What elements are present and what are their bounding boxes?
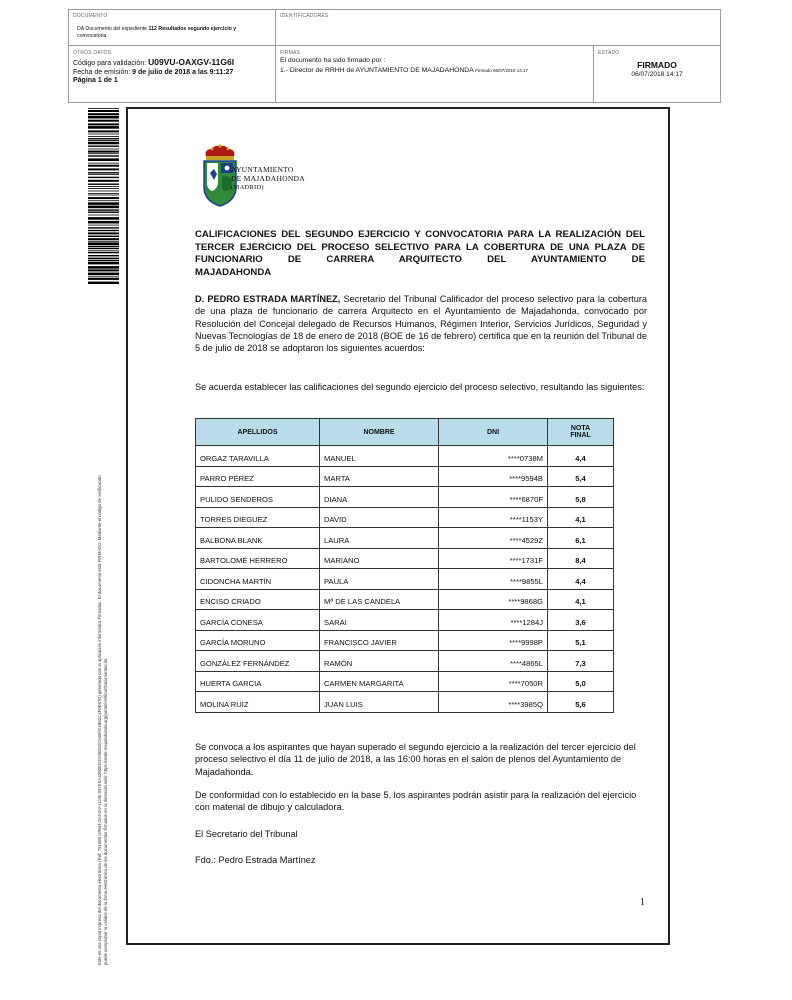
table-row (196, 507, 614, 528)
header-nombre: NOMBRE (320, 419, 439, 446)
cell-apellidos: GONZÁLEZ FERNÁNDEZ (196, 651, 320, 672)
cell-dni: ****9594B (439, 466, 548, 487)
table-row (196, 589, 614, 610)
cell-apellidos: PULIDO SENDEROS (196, 487, 320, 508)
table-row (196, 671, 614, 692)
cell-dni: ****1153Y (439, 507, 548, 528)
cell-apellidos: BALBONA BLANK (196, 528, 320, 549)
ayuntamiento-name (231, 165, 305, 192)
cell-apellidos: CIDONCHA MARTÍN (196, 569, 320, 590)
title-line2: DEL TERCER EJERCICIO DEL PROCESO SELECTIVO PARA LA COBERTURA DE UNA (195, 229, 645, 253)
cell-nota: 6,1 (548, 528, 614, 549)
codigo-value[interactable]: U09VU-OAXGV-11G6I (148, 57, 235, 67)
codigo-prefix: Código para validación: (73, 60, 149, 67)
logo-line3: (MADRID) (231, 184, 264, 191)
fecha-emision (73, 69, 271, 78)
certification-paragraph (195, 293, 647, 354)
cell-nombre: DIANA (320, 487, 439, 508)
table-row (196, 487, 614, 508)
results-table (195, 418, 614, 713)
cell-nombre: DAVID (320, 507, 439, 528)
cell-nombre: SARAI (320, 610, 439, 631)
signature-name: Fdo.: Pedro Estrada Martínez (195, 855, 316, 865)
pagina-indicator: Página 1 de 1 (73, 77, 118, 84)
cell-nota: 7,3 (548, 651, 614, 672)
identificadores-label: IDENTIFICADORES (280, 13, 329, 19)
cell-nombre: MARIANO (320, 548, 439, 569)
cell-nombre: MANUEL (320, 446, 439, 467)
cell-nota: 4,4 (548, 569, 614, 590)
cell-nota: 5,8 (548, 487, 614, 508)
cell-apellidos: TORRES DIEGUEZ (196, 507, 320, 528)
cell-dni: ****9998P (439, 630, 548, 651)
cell-apellidos: ENCISO CRIADO (196, 589, 320, 610)
table-row (196, 651, 614, 672)
cell-apellidos: ORGAZ TARAVILLA (196, 446, 320, 467)
cell-nota: 5,1 (548, 630, 614, 651)
cell-nombre: CARMEN MARGARITA (320, 671, 439, 692)
logo-line2: DE MAJADAHONDA (231, 174, 305, 183)
header-apellidos: APELLIDOS (196, 419, 320, 446)
firmado-fecha: Firmado 06/07/2018 14:17 (475, 67, 529, 73)
cell-nombre: MARTA (320, 466, 439, 487)
cell-nota: 5,0 (548, 671, 614, 692)
cell-nota: 8,4 (548, 548, 614, 569)
table-row (196, 630, 614, 651)
table-row (196, 466, 614, 487)
cell-nombre: PAULA (320, 569, 439, 590)
cell-dni: ****0738M (439, 446, 548, 467)
firmas-line1: El documento ha sido firmado por : (280, 57, 386, 64)
estado-label: ESTADO (598, 50, 620, 56)
fecha-prefix: Fecha de emisión: (73, 68, 133, 76)
secretario-label: El Secretario del Tribunal (195, 829, 298, 839)
logo-line1: AYUNTAMIENTO (231, 165, 294, 174)
side-text-line1: Este es una copia impresa del documento electrónico (Ref: 751586 URMJ-OAXGV-11G6I 037ESA4280ED1D36D52C945FD1B82C4F0E57D) generada con la aplicación informática Firmadoc. El documento está FIRMADO. Mediante el código de verificación (97, 475, 102, 965)
firmante: 1.- Director de RRHH de AYUNTAMIENTO DE MAJADAHONDA (280, 66, 474, 74)
cell-nota: 4,4 (548, 446, 614, 467)
cell-dni: ****1731F (439, 548, 548, 569)
title-line1: CALIFICACIONES DEL SEGUNDO EJERCICIO Y CONVOCATORIA PARA LA REALIZACIÓN (195, 229, 622, 240)
cell-nota: 4,1 (548, 507, 614, 528)
cell-nota: 5,4 (548, 466, 614, 487)
cell-apellidos: PARRO PÉREZ (196, 466, 320, 487)
table-row (196, 548, 614, 569)
secretario-name: D. PEDRO ESTRADA MARTÍNEZ, (195, 294, 341, 304)
firmas-line2 (280, 67, 589, 76)
header-nota: NOTA (570, 425, 591, 432)
header-final: FINAL (570, 432, 591, 439)
barcode-icon (88, 108, 119, 284)
cell-nota: 3,6 (548, 610, 614, 631)
firmas-label: FIRMAS (280, 50, 301, 56)
cell-dni: ****3985Q (439, 692, 548, 713)
documento-description (77, 26, 247, 40)
estado-value: FIRMADO (637, 60, 677, 70)
table-header-row (196, 419, 614, 446)
cell-dni: ****1284J (439, 610, 548, 631)
cell-apellidos: GARCÍA CONESA (196, 610, 320, 631)
table-row (196, 692, 614, 713)
table-row (196, 446, 614, 467)
documento-cont: convocatoria (77, 33, 107, 39)
otros-datos-cell (69, 46, 276, 102)
table-row (196, 610, 614, 631)
cell-nombre: FRANCISCO JAVIER (320, 630, 439, 651)
certification-text: Secretario del Tribunal Calificador del proceso selectivo para la cobertura de una plaza de funcionario de carrera Arquitecto en el Ayuntamiento de Majadahonda, convocado por Resolución del Concejal delegado de Recursos Humanos, Régimen Interior, Servicios Jurídicos, Seguridad y Nuevas Tecnologías de 18 de enero de 2018 (BOE de 16 de febrero) certifica que en la reunión del Tribunal de 5 de julio de 2018 se adoptaron los siguientes acuerdos: (195, 294, 647, 354)
cell-dni: ****7050R (439, 671, 548, 692)
cell-dni: ****9868G (439, 589, 548, 610)
header-dni: DNI (439, 419, 548, 446)
documento-label: DOCUMENTO (73, 13, 108, 19)
material-paragraph: De conformidad con lo establecido en la base 5, los aspirantes podrán asistir para la realización del ejercicio con material de dibujo y calculadora. (195, 790, 637, 813)
identificadores-cell (276, 10, 720, 46)
cell-dni: ****6870F (439, 487, 548, 508)
cell-apellidos: MOLINA RUIZ (196, 692, 320, 713)
cell-nombre: JUAN LUIS (320, 692, 439, 713)
cell-nombre: Mª DE LAS CANDELA (320, 589, 439, 610)
fecha-value: 9 de julio de 2018 a las 9:11:27 (132, 68, 234, 76)
cell-apellidos: HUERTA GARCIA (196, 671, 320, 692)
title-line3: PLAZA DE FUNCIONARIO DE CARRERA ARQUITECTO DEL AYUNTAMIENTO DE (195, 241, 645, 265)
documento-prefix: DA Documento del expediente (77, 26, 149, 32)
document-page (126, 107, 670, 945)
title-line4: MAJADAHONDA (195, 266, 272, 278)
convocation-paragraph: Se convoca a los aspirantes que hayan superado el segundo ejercicio a la realización del tercer ejercicio del proceso selectivo el día 11 de julio de 2018, a las 16:00 horas en el salón de plenos del Ayuntamiento de Majadahonda. (195, 742, 636, 777)
documento-bold: 112 Resultados segundo ejercicio y (148, 26, 237, 32)
table-row (196, 569, 614, 590)
estado-date: 06/07/2018 14:17 (631, 71, 683, 78)
cell-nota: 5,6 (548, 692, 614, 713)
side-text-line2: puede comprobar la validez de la firma electrónica de los documentos firmados en la dirección web: https://sede.majadahonda.org/portal/verificarDocumentos.do (103, 658, 108, 965)
cell-dni: ****4865L (439, 651, 548, 672)
firmas-cell (276, 46, 594, 102)
cell-nombre: RAMÓN (320, 651, 439, 672)
document-title (195, 229, 645, 279)
cell-dni: ****4529Z (439, 528, 548, 549)
documento-cell (69, 10, 276, 46)
cell-nombre: LAURA (320, 528, 439, 549)
estado-cell (594, 46, 720, 102)
signature-header (68, 9, 721, 103)
table-row (196, 528, 614, 549)
cell-nota: 4,1 (548, 589, 614, 610)
header-nota-final (548, 419, 614, 446)
agreement-paragraph: Se acuerda establecer las calificaciones del segundo ejercicio del proceso selectivo, resultando las siguientes: (195, 382, 645, 392)
table-body (196, 446, 614, 713)
verification-side-text (97, 290, 109, 965)
otros-label: OTROS DATOS (73, 50, 112, 56)
cell-dni: ****9855L (439, 569, 548, 590)
page-number: 1 (640, 897, 645, 908)
codigo-validacion (73, 58, 271, 69)
cell-apellidos: BARTOLOMÉ HERRERO (196, 548, 320, 569)
cell-apellidos: GARCÍA MORUNO (196, 630, 320, 651)
